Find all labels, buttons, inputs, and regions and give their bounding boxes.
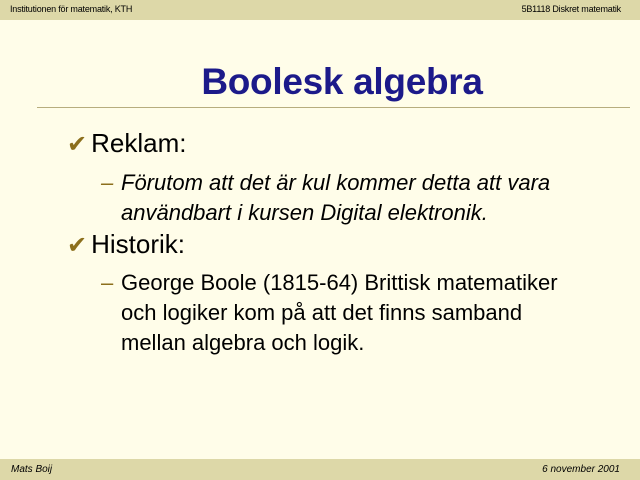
header-bar bbox=[0, 0, 640, 20]
slide-title: Boolesk algebra bbox=[201, 61, 483, 102]
dash-icon: – bbox=[101, 170, 114, 195]
bullet-reklam bbox=[67, 128, 186, 159]
header-course: 5B1118 Diskret matematik bbox=[521, 4, 621, 14]
bullet-historik bbox=[67, 229, 185, 260]
footer-date: 6 november 2001 bbox=[542, 464, 620, 475]
footer-bar bbox=[0, 459, 640, 480]
sub-bullet-historik bbox=[101, 268, 558, 358]
sub-bullet-line: George Boole (1815-64) Brittisk matematiker bbox=[121, 270, 558, 295]
sub-bullet-reklam bbox=[101, 168, 550, 228]
title-divider bbox=[37, 107, 630, 108]
bullet-label: Reklam: bbox=[91, 128, 187, 158]
bullet-label: Historik: bbox=[91, 229, 186, 259]
footer-author: Mats Boij bbox=[11, 464, 53, 475]
checkmark-icon: ✔ bbox=[67, 231, 88, 259]
sub-bullet-line: mellan algebra och logik. bbox=[121, 330, 365, 355]
dash-icon: – bbox=[101, 270, 114, 295]
checkmark-icon: ✔ bbox=[67, 130, 88, 158]
sub-bullet-line: och logiker kom på att det finns samband bbox=[121, 300, 523, 325]
sub-bullet-line: användbart i kursen Digital elektronik. bbox=[121, 200, 488, 225]
header-institution: Institutionen för matematik, KTH bbox=[10, 4, 133, 14]
sub-bullet-line: Förutom att det är kul kommer detta att vara bbox=[121, 170, 551, 195]
